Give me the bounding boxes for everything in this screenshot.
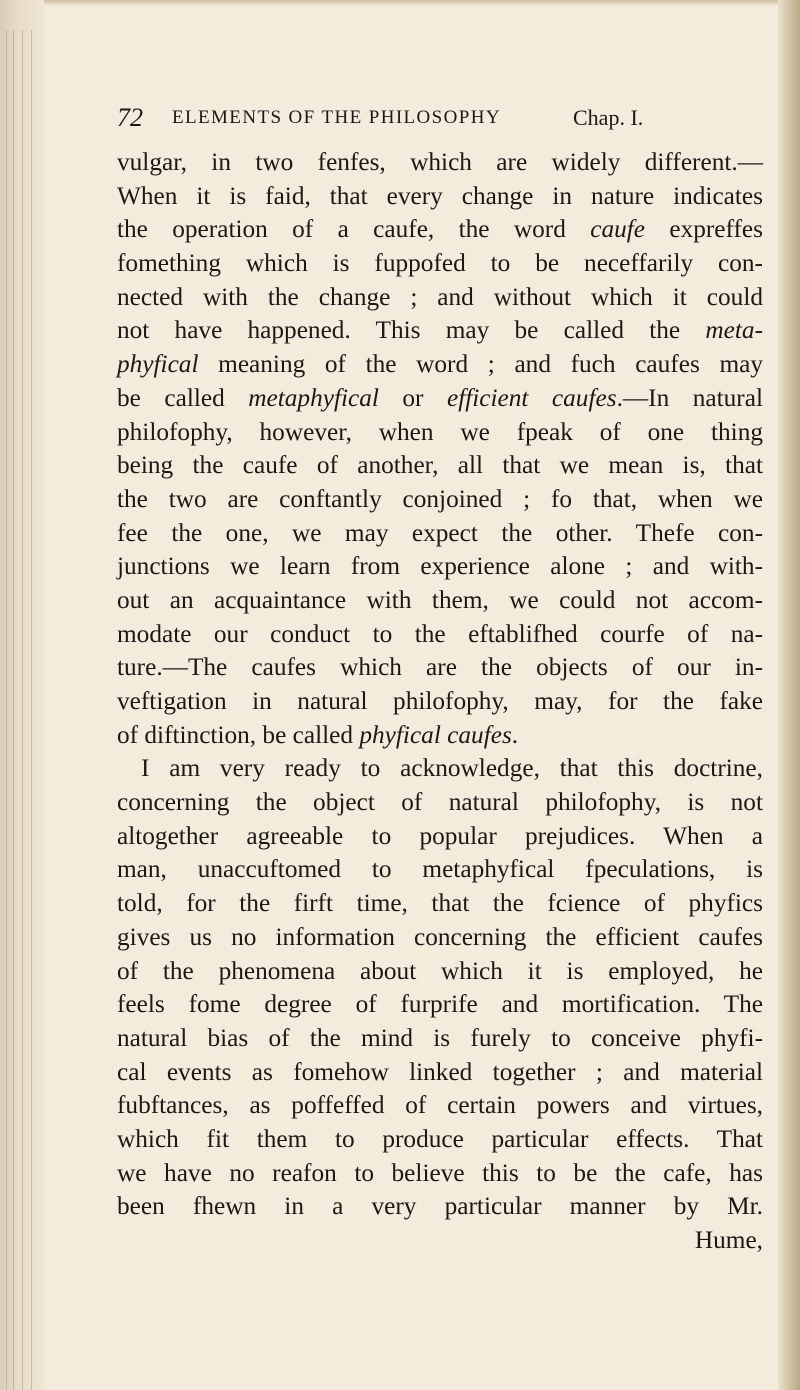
text-segment: nected with the change ; and without which it could: [117, 282, 763, 311]
text-line: [117, 1157, 763, 1191]
text-segment: cal events as fomehow linked together ; and material: [117, 1057, 763, 1086]
text-line: [117, 1056, 763, 1090]
text-segment: man, unaccuftomed to metaphyfical fpeculations, is: [117, 855, 763, 884]
text-line: [117, 483, 763, 517]
page-right-edge: [778, 0, 800, 1390]
page-header: [117, 97, 767, 137]
text-line: [117, 752, 763, 786]
text-line: [117, 651, 763, 685]
text-line: [117, 1123, 763, 1157]
body-text: [117, 146, 763, 1258]
italic-text: efficient caufes: [446, 383, 617, 412]
text-segment: we have no reafon to believe this to be the cafe, has: [117, 1158, 763, 1187]
text-segment: been fhewn in a very particular manner by Mr.: [117, 1192, 763, 1221]
italic-text: caufe: [590, 215, 645, 244]
text-line: [117, 1190, 763, 1224]
text-segment: .—In natural: [616, 383, 763, 412]
text-line: [117, 517, 763, 551]
text-segment: be called: [117, 383, 249, 412]
page-top-edge: [0, 0, 800, 6]
text-line: [117, 820, 763, 854]
text-segment: gives us no information concerning the efficient caufes: [117, 922, 763, 951]
text-line: [117, 584, 763, 618]
text-segment: told, for the firft time, that the fcience of phyfics: [117, 889, 763, 918]
text-line: [117, 314, 763, 348]
text-segment: concerning the object of natural philofophy, is not: [117, 788, 763, 817]
text-line: [117, 685, 763, 719]
text-line: [117, 887, 763, 921]
text-segment: fubftances, as poffeffed of certain powers and virtues,: [117, 1091, 763, 1120]
text-line: [117, 382, 763, 416]
text-segment: .: [511, 720, 519, 749]
text-line: [117, 988, 763, 1022]
text-segment: the operation of a caufe, the word: [117, 215, 591, 244]
text-line: [117, 550, 763, 584]
text-segment: or: [378, 383, 447, 412]
text-line: [117, 281, 763, 315]
text-segment: modate our conduct to the eftablifhed courfe of na-: [117, 619, 763, 648]
text-segment: expreffes: [645, 215, 763, 244]
text-line: [117, 449, 763, 483]
text-segment: altogether agreeable to popular prejudices. When a: [117, 821, 763, 850]
text-line: [117, 1089, 763, 1123]
text-segment: being the caufe of another, all that we mean is, that: [117, 451, 763, 480]
text-segment: vulgar, in two fenfes, which are widely different.—: [117, 148, 763, 176]
text-segment: the two are conftantly conjoined ; fo that, when we: [117, 484, 763, 513]
text-line: [117, 213, 763, 247]
text-line: [117, 1022, 763, 1056]
italic-text: metaphyfical: [248, 383, 379, 412]
text-segment: of diftinction, be called: [117, 720, 360, 749]
text-segment: junctions we learn from experience alone ; and with-: [117, 552, 763, 581]
chapter-label: Chap. I.: [573, 105, 644, 130]
text-segment: fomething which is fuppofed to be neceffarily con-: [117, 249, 763, 278]
gutter-shadow-line: [31, 30, 32, 1390]
text-line: [117, 618, 763, 652]
text-segment: natural bias of the mind is furely to conceive phyfi-: [117, 1023, 763, 1052]
text-line: [117, 921, 763, 955]
text-segment: philofophy, however, when we fpeak of one thing: [117, 417, 763, 446]
italic-text: meta-: [705, 316, 763, 345]
text-segment: feels fome degree of furprife and mortification. The: [117, 990, 763, 1019]
gutter-shadow-line: [6, 30, 7, 1390]
text-line: [117, 247, 763, 281]
running-head: ELEMENTS OF THE PHILOSOPHY: [172, 107, 501, 128]
text-segment: veftigation in natural philofophy, may, for the fake: [117, 687, 763, 715]
text-line: [117, 853, 763, 887]
text-line: [117, 786, 763, 820]
text-line: [117, 146, 763, 180]
catchword: Hume,: [694, 1226, 763, 1254]
gutter-shadow-line: [22, 30, 23, 1390]
text-segment: meaning of the word ; and fuch caufes may: [198, 350, 763, 379]
text-segment: of the phenomena about which it is employed, he: [117, 956, 763, 985]
text-segment: which fit them to produce particular effects. That: [117, 1124, 763, 1153]
page-number: 72: [117, 103, 143, 132]
text-segment: fee the one, we may expect the other. Thefe con-: [117, 518, 763, 547]
text-line: [117, 416, 763, 450]
text-line: [117, 719, 763, 753]
italic-text: phyfical: [117, 350, 199, 379]
gutter-shadow-line: [13, 30, 14, 1390]
text-segment: When it is faid, that every change in nature indicates: [117, 181, 763, 210]
text-segment: out an acquaintance with them, we could not accom-: [117, 585, 763, 614]
text-segment: I am very ready to acknowledge, that this doctrine,: [141, 754, 763, 783]
text-line: [117, 955, 763, 989]
binding-gutter: [0, 0, 44, 1390]
text-segment: not have happened. This may be called the: [117, 316, 706, 345]
text-line: [117, 348, 763, 382]
text-segment: ture.—The caufes which are the objects of our in-: [117, 653, 763, 682]
text-line: [117, 180, 763, 214]
italic-text: phyfical caufes: [359, 720, 512, 749]
